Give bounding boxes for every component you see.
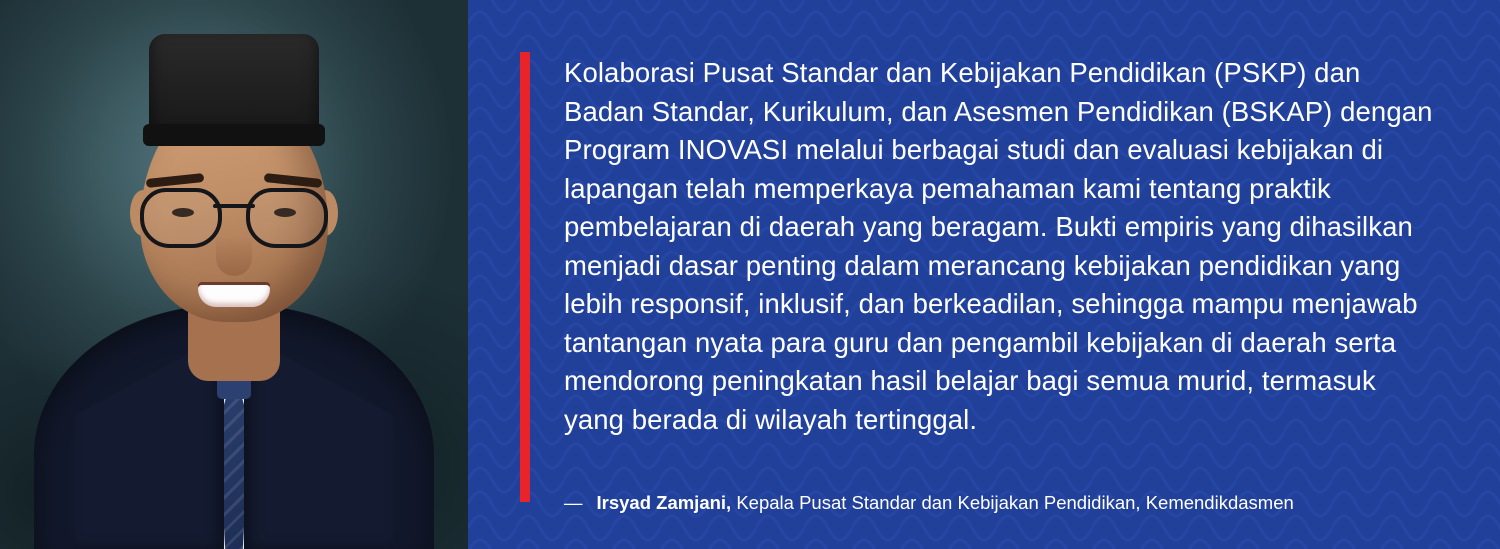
quote-attribution xyxy=(564,491,1440,515)
glasses-lens-left xyxy=(140,188,222,248)
attribution-dash: — xyxy=(564,492,583,513)
eyeglasses-icon xyxy=(136,188,332,240)
quote-texts xyxy=(564,52,1440,515)
accent-bar xyxy=(520,52,530,502)
quote-content xyxy=(468,0,1500,515)
glasses-bridge xyxy=(213,204,255,208)
quote-text: Kolaborasi Pusat Standar dan Kebijakan Pendidikan (PSKP) dan Badan Standar, Kurikulum, dan Asesmen Pendidikan (BSKAP) dengan Program INOVASI melalui berbagai studi dan evaluasi kebijakan di lapangan telah memperkaya pemahaman kami tentang praktik pembelajaran di daerah yang beragam. Bukti empiris yang dihasilkan menjadi dasar penting dalam merancang kebijakan pendidikan yang lebih responsif, inklusif, dan berkeadilan, sehingga mampu menjawab tantangan nyata para guru dan pengambil kebijakan di daerah serta mendorong peningkatan hasil belajar bagi semua murid, termasuk yang berada di wilayah tertinggal. xyxy=(564,57,1433,435)
quote-panel xyxy=(468,0,1500,549)
glasses-lens-right xyxy=(246,188,328,248)
peci-cap xyxy=(149,34,319,142)
portrait-photo xyxy=(0,0,468,549)
attribution-role: Kepala Pusat Standar dan Kebijakan Pendidikan, Kemendikdasmen xyxy=(736,492,1294,513)
mouth-shape xyxy=(198,285,270,307)
nose-shape xyxy=(216,236,252,276)
attribution-name: Irsyad Zamjani, xyxy=(596,492,732,513)
portrait-panel xyxy=(0,0,468,549)
